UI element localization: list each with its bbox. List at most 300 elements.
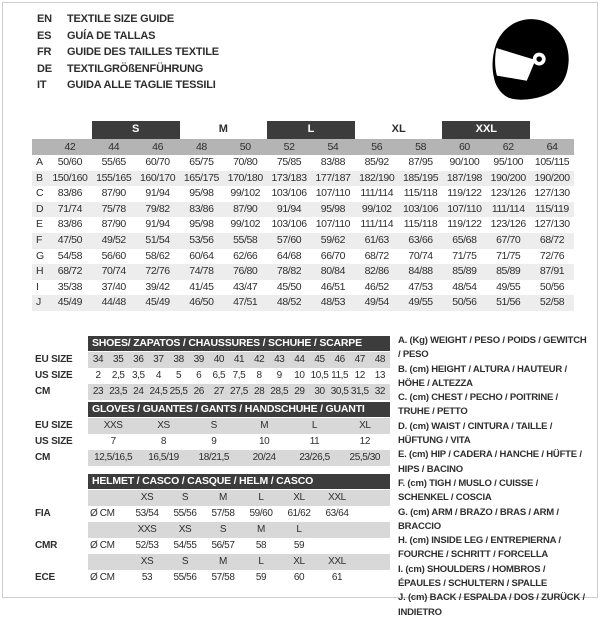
row-label: US SIZE xyxy=(35,436,73,447)
measure-value: 57/60 xyxy=(276,233,302,246)
size-group-row xyxy=(32,121,574,139)
measure-value: 44/48 xyxy=(101,296,126,309)
measure-value: 47/50 xyxy=(57,233,83,246)
measure-value: 111/114 xyxy=(360,218,394,231)
measure-row-label: A xyxy=(36,156,43,168)
row-label: US SIZE xyxy=(35,370,73,381)
helmet-size-table xyxy=(35,474,390,586)
measure-value: 49/55 xyxy=(496,280,521,293)
cell-value: 34 xyxy=(92,354,104,365)
size-number: 46 xyxy=(152,141,164,153)
helmet-value-row-cmr xyxy=(35,538,390,554)
filler xyxy=(356,570,390,586)
language-row xyxy=(37,11,219,28)
measure-value: 49/54 xyxy=(364,296,389,309)
filler xyxy=(356,522,390,538)
language-code: FR xyxy=(37,46,52,58)
measure-value: 70/74 xyxy=(101,265,126,278)
cell-value: 9 xyxy=(211,436,217,447)
measure-value: 45/49 xyxy=(145,296,170,309)
measure-value: 177/187 xyxy=(315,171,351,184)
measure-value: 60/64 xyxy=(189,249,214,262)
cell-value: M xyxy=(260,420,269,431)
measure-value: 83/86 xyxy=(57,218,83,231)
measure-value: 55/58 xyxy=(233,233,258,246)
gloves-table-title: GLOVES / GUANTES / GANTS / HANDSCHUHE / GUANTI xyxy=(88,402,390,417)
measure-value: 103/106 xyxy=(271,218,307,231)
language-code: DE xyxy=(37,62,52,75)
helmet-size-cells xyxy=(88,490,390,506)
measure-value: 78/82 xyxy=(276,265,302,278)
cell-value: 10 xyxy=(258,436,270,447)
helmet-value: 57/58 xyxy=(211,508,235,519)
cell-value: 48 xyxy=(374,354,386,365)
measure-value: 111/114 xyxy=(360,187,394,200)
measure-value: 99/102 xyxy=(361,202,392,215)
cell-value: 23 xyxy=(92,386,104,397)
helmet-size: S xyxy=(219,524,227,535)
measure-value: 51/56 xyxy=(496,296,521,309)
measure-value: 185/195 xyxy=(402,171,439,184)
cell-value: 10,5 xyxy=(310,370,329,381)
filler xyxy=(356,490,390,506)
shoes-size-table xyxy=(35,336,390,400)
measure-value: 65/68 xyxy=(452,233,477,246)
measure-value: 155/165 xyxy=(96,171,132,184)
helmet-value: 52/53 xyxy=(135,540,159,551)
row-label-spacer xyxy=(35,522,88,538)
row-cells xyxy=(88,384,390,400)
standard-label: ECE xyxy=(35,572,55,583)
size-number: 50 xyxy=(239,141,251,153)
measure-row-b xyxy=(32,171,574,187)
measure-value: 71/74 xyxy=(57,202,83,215)
helmet-value xyxy=(318,538,356,554)
size-number: 42 xyxy=(64,141,76,153)
cell-value: 38 xyxy=(173,354,184,365)
measure-value: 45/49 xyxy=(57,296,83,309)
measure-value: 53/56 xyxy=(189,233,214,246)
measure-value: 107/110 xyxy=(315,187,351,200)
helmet-size-row xyxy=(35,554,390,570)
measure-value: 35/38 xyxy=(57,280,83,293)
measure-row-d xyxy=(32,202,574,218)
cell-value: 24,5 xyxy=(149,386,168,397)
measure-row-label: D xyxy=(36,202,44,215)
measure-value: 55/65 xyxy=(101,156,126,168)
shoes-table-row xyxy=(35,384,390,400)
helmet-size: XL xyxy=(293,492,305,503)
cell-value: S xyxy=(210,420,217,431)
unit-spacer xyxy=(88,522,128,538)
helmet-value-cells xyxy=(88,506,390,522)
helmet-value-row-fia xyxy=(35,506,390,522)
gloves-table-row xyxy=(35,418,390,434)
language-text: TEXTILGRÖßENFÜHRUNG xyxy=(67,62,204,75)
measure-value: 103/106 xyxy=(402,202,439,215)
measure-row-label: I xyxy=(36,280,39,293)
measure-row-g xyxy=(32,249,574,265)
measure-value: 41/45 xyxy=(189,280,214,293)
cell-value: 30,5 xyxy=(330,386,349,397)
row-cells xyxy=(88,434,390,450)
cell-value: 32 xyxy=(374,386,386,397)
helmet-value-row-ece xyxy=(35,570,390,586)
size-number: 58 xyxy=(415,141,427,153)
legend-item: B. (cm) HEIGHT / ALTURA / HAUTEUR / HÖHE / ALTEZZA xyxy=(398,363,567,389)
helmet-value-cells xyxy=(88,538,390,554)
measure-value: 48/52 xyxy=(276,296,302,309)
measure-row-a xyxy=(32,155,574,171)
measure-value: 107/110 xyxy=(315,218,351,231)
measure-value: 82/86 xyxy=(364,265,389,278)
helmet-size-cells xyxy=(88,522,390,538)
legend-item: A. (Kg) WEIGHT / PESO / POIDS / GEWITCH / PESO xyxy=(398,335,587,361)
size-group-m: M xyxy=(218,123,228,135)
measure-value: 127/130 xyxy=(534,187,570,200)
measure-value: 54/58 xyxy=(57,249,83,262)
helmet-value: 59 xyxy=(293,540,305,551)
measure-value: 127/130 xyxy=(534,218,570,231)
measure-value: 37/40 xyxy=(101,280,126,293)
measure-value: 91/94 xyxy=(276,202,302,215)
measure-value: 50/56 xyxy=(452,296,477,309)
shoes-table-title: SHOES/ ZAPATOS / CHAUSSURES / SCHUHE / SCARPE xyxy=(88,336,390,351)
measure-value: 182/190 xyxy=(359,171,395,184)
language-text: GUÍA DE TALLAS xyxy=(67,29,156,42)
table-title-row xyxy=(35,336,390,352)
size-number: 54 xyxy=(327,141,339,153)
language-text: GUIDE DES TAILLES TEXTILE xyxy=(67,46,219,58)
measure-value: 91/94 xyxy=(145,187,170,200)
measure-value: 87/90 xyxy=(233,202,258,215)
measure-value: 173/183 xyxy=(271,171,307,184)
cell-value: 20/24 xyxy=(252,452,276,463)
language-text: TEXTILE SIZE GUIDE xyxy=(67,13,175,25)
measure-value: 170/180 xyxy=(227,171,263,184)
cell-value: XL xyxy=(359,420,371,431)
language-code: EN xyxy=(37,13,52,25)
helmet-size: M xyxy=(257,524,265,535)
measurement-legend xyxy=(398,334,588,620)
row-label: EU SIZE xyxy=(35,420,73,431)
measure-row-label: E xyxy=(36,218,43,231)
measure-value: 80/84 xyxy=(320,265,346,278)
language-code: ES xyxy=(37,29,52,42)
measure-value: 99/102 xyxy=(230,218,261,231)
size-number: 44 xyxy=(108,141,120,153)
measure-value: 123/126 xyxy=(490,218,526,231)
measure-value: 67/70 xyxy=(496,233,521,246)
cell-value: 5 xyxy=(176,370,182,381)
measure-value: 50/56 xyxy=(539,280,565,293)
measure-value: 83/88 xyxy=(320,156,346,168)
measure-value: 43/47 xyxy=(233,280,258,293)
row-label: EU SIZE xyxy=(35,354,73,365)
measure-value: 85/89 xyxy=(496,265,521,278)
cell-value: 11 xyxy=(309,436,320,447)
measure-value: 71/75 xyxy=(496,249,521,262)
language-code: IT xyxy=(37,79,47,91)
helmet-value: 54/55 xyxy=(173,540,197,551)
legend-item: H. (cm) INSIDE LEG / ENTREPIERNA / FOURCHE / SCHRITT / FORCELLA xyxy=(398,535,561,561)
helmet-size: XXL xyxy=(328,556,346,567)
shoes-rows xyxy=(35,352,390,400)
measure-row-label: G xyxy=(36,249,44,262)
measure-value: 160/170 xyxy=(139,171,176,184)
measure-row-f xyxy=(32,233,574,249)
measure-value: 51/54 xyxy=(145,233,170,246)
cell-value: 16,5/19 xyxy=(148,452,179,463)
cell-value: 46 xyxy=(334,354,345,365)
unit-spacer xyxy=(88,490,128,506)
helmet-value: 53/54 xyxy=(135,508,159,519)
cell-value: 30 xyxy=(314,386,325,397)
measure-value: 46/50 xyxy=(189,296,214,309)
helmet-size: S xyxy=(181,492,189,503)
cell-value: 4 xyxy=(155,370,162,381)
cell-value: 47 xyxy=(354,354,365,365)
cell-value: 40 xyxy=(213,354,225,365)
size-group-xl: XL xyxy=(391,123,406,135)
measure-value: 47/53 xyxy=(408,280,433,293)
helmet-value: 56/57 xyxy=(211,540,235,551)
unit-label: Ø CM xyxy=(90,540,115,551)
table-title-row xyxy=(35,474,390,490)
measure-value: 76/80 xyxy=(233,265,258,278)
helmet-size: L xyxy=(258,556,264,567)
legend-item: G. (cm) ARM / BRAZO / BRAS / ARM / BRACCIO xyxy=(398,506,559,532)
legend-item: F. (cm) TIGH / MUSLO / CUISSE / SCHENKEL / COSCIA xyxy=(398,477,539,504)
measure-value: 99/102 xyxy=(230,187,261,200)
measure-value: 58/62 xyxy=(145,249,170,262)
measure-value: 103/106 xyxy=(271,187,307,200)
helmet-value: 63/64 xyxy=(325,508,349,519)
cell-value: 27,5 xyxy=(230,386,248,397)
racing-helmet-icon xyxy=(484,14,576,106)
measure-value: 85/89 xyxy=(452,265,477,278)
measure-value: 64/68 xyxy=(276,249,302,262)
helmet-rows xyxy=(35,490,390,586)
measure-row-e xyxy=(32,217,574,233)
helmet-size: XXL xyxy=(328,492,346,503)
row-cells xyxy=(88,352,390,368)
measure-row-h xyxy=(32,264,574,280)
measure-value: 111/114 xyxy=(491,202,525,215)
measure-value: 72/76 xyxy=(145,265,170,278)
measure-value: 84/88 xyxy=(408,265,433,278)
measure-value: 95/98 xyxy=(320,202,346,215)
title-spacer xyxy=(35,402,88,418)
measure-value: 90/100 xyxy=(449,156,480,168)
size-number: 60 xyxy=(458,141,470,153)
cell-value: 8 xyxy=(256,370,262,381)
measure-value: 47/51 xyxy=(233,296,258,309)
measure-value: 61/63 xyxy=(364,233,389,246)
gloves-table-row xyxy=(35,434,390,450)
helmet-value-cells xyxy=(88,570,390,586)
group-spacer xyxy=(32,121,48,139)
size-group-xxl: XXL xyxy=(442,121,530,139)
helmet-value: 61/62 xyxy=(287,508,311,519)
measure-value: 72/76 xyxy=(539,249,565,262)
language-row xyxy=(37,77,219,94)
size-number: 52 xyxy=(283,141,295,153)
group-spacer xyxy=(48,121,92,139)
measure-value: 46/52 xyxy=(364,280,389,293)
helmet-size-cells xyxy=(88,554,390,570)
size-number-row xyxy=(32,139,574,155)
cell-value: 29 xyxy=(294,386,305,397)
row-label: CM xyxy=(35,452,51,463)
measure-value: 91/94 xyxy=(145,218,170,231)
cell-value: 9 xyxy=(276,370,282,381)
cell-value: 23,5 xyxy=(109,386,128,397)
helmet-value: 55/56 xyxy=(173,572,197,583)
measure-value: 71/75 xyxy=(452,249,477,262)
cell-value: 27 xyxy=(213,386,225,397)
measure-value: 190/200 xyxy=(490,171,526,184)
cell-value: 44 xyxy=(294,354,305,365)
measure-value: 65/75 xyxy=(189,156,214,168)
cell-value: L xyxy=(311,420,318,431)
helmet-size: XS xyxy=(140,556,154,567)
helmet-size-row xyxy=(35,522,390,538)
helmet-value: 53 xyxy=(141,572,153,583)
helmet-size: M xyxy=(219,492,227,503)
cell-value: 6,5 xyxy=(212,370,226,381)
cell-value: 36 xyxy=(133,354,144,365)
cell-value: 8 xyxy=(160,436,167,447)
row-cells xyxy=(88,450,390,466)
legend-item: J. (cm) BACK / ESPALDA / DOS / ZURÜCK / INDIETRO xyxy=(398,592,585,618)
measure-value: 95/98 xyxy=(189,218,214,231)
measure-value: 39/42 xyxy=(145,280,170,293)
measure-value: 70/74 xyxy=(408,249,433,262)
language-header xyxy=(37,11,219,94)
measure-value: 87/90 xyxy=(101,187,126,200)
measure-value: 62/66 xyxy=(233,249,258,262)
helmet-size: L xyxy=(258,492,264,503)
cell-value: 6 xyxy=(196,370,202,381)
measure-value: 115/119 xyxy=(535,202,569,215)
cell-value: 25,5/30 xyxy=(349,452,381,463)
measure-value: 50/60 xyxy=(57,156,83,168)
cell-value: 35 xyxy=(113,354,124,365)
cell-value: XXS xyxy=(103,420,123,431)
size-number: 48 xyxy=(195,141,207,153)
helmet-value: 59/60 xyxy=(249,508,273,519)
measure-row-label: B xyxy=(36,171,43,184)
measure-value: 105/115 xyxy=(534,156,570,168)
cell-value: 18/21,5 xyxy=(198,452,230,463)
measure-value: 87/95 xyxy=(408,156,433,168)
measure-value: 48/54 xyxy=(452,280,477,293)
filler xyxy=(356,554,390,570)
helmet-size: XS xyxy=(178,524,192,535)
measure-value: 68/72 xyxy=(57,265,83,278)
cell-value: 31,5 xyxy=(350,386,369,397)
measure-value: 46/51 xyxy=(320,280,346,293)
legend-item: D. (cm) WAIST / CINTURA / TAILLE / HÜFTUNG / VITA xyxy=(398,420,553,447)
helmet-size: M xyxy=(219,556,227,567)
language-row xyxy=(37,44,219,61)
measure-value: 95/98 xyxy=(189,187,214,200)
textile-size-table xyxy=(32,121,574,311)
helmet-value: 61 xyxy=(331,572,343,583)
cell-value: 43 xyxy=(274,354,285,365)
cell-value: 3,5 xyxy=(131,370,145,381)
cell-value: 7 xyxy=(110,436,116,447)
helmet-value: 58 xyxy=(255,540,267,551)
measure-value: 190/200 xyxy=(534,171,570,184)
helmet-value: 59 xyxy=(255,572,267,583)
cell-value: 23/26,5 xyxy=(299,452,330,463)
helmet-size: XL xyxy=(293,556,305,567)
measure-value: 187/198 xyxy=(446,171,482,184)
size-number: 64 xyxy=(546,141,558,153)
legend-item: E. (cm) HIP / CADERA / HANCHE / HÜFTE / HIPS / BACINO xyxy=(398,449,582,475)
cell-value: 45 xyxy=(314,354,325,365)
filler xyxy=(356,506,390,522)
measure-value: 83/86 xyxy=(189,202,214,215)
size-row-spacer xyxy=(32,139,48,155)
language-row xyxy=(37,61,219,78)
measure-value: 66/70 xyxy=(320,249,346,262)
measure-value: 119/122 xyxy=(447,218,482,231)
measure-row-i xyxy=(32,280,574,296)
title-spacer xyxy=(35,336,88,352)
measure-value: 60/70 xyxy=(145,156,170,168)
legend-item: I. (cm) SHOULDERS / HOMBROS / ÉPAULES / SCHULTERN / SPALLE xyxy=(398,563,548,590)
measure-row-c xyxy=(32,186,574,202)
cell-value: 12 xyxy=(354,370,365,381)
helmet-value: 57/58 xyxy=(211,572,235,583)
measure-value: 87/91 xyxy=(539,265,565,278)
size-group-l: L xyxy=(267,121,355,139)
cell-value: 13 xyxy=(374,370,386,381)
helmet-value: 55/56 xyxy=(173,508,197,519)
row-cells xyxy=(88,418,390,434)
measure-value: 115/118 xyxy=(403,218,438,231)
cell-value: 28,5 xyxy=(270,386,289,397)
measure-value: 83/86 xyxy=(57,187,83,200)
size-group-s: S xyxy=(92,121,180,139)
measure-value: 74/78 xyxy=(189,265,214,278)
cell-value: 24 xyxy=(133,386,144,397)
measure-row-label: F xyxy=(36,233,43,246)
table-title-row xyxy=(35,402,390,418)
measure-value: 95/100 xyxy=(493,156,524,168)
helmet-size: XXS xyxy=(137,524,157,535)
measure-value: 63/66 xyxy=(408,233,433,246)
measure-row-j xyxy=(32,295,574,311)
cell-value: 7,5 xyxy=(232,370,246,381)
measure-row-label: J xyxy=(36,296,41,309)
measure-value: 56/60 xyxy=(101,249,126,262)
measure-value: 107/110 xyxy=(447,202,482,215)
standard-label: FIA xyxy=(35,508,51,519)
shoes-table-row xyxy=(35,368,390,384)
measure-value: 165/175 xyxy=(183,171,219,184)
measure-value: 85/92 xyxy=(364,156,389,168)
cell-value: XS xyxy=(157,420,170,431)
measure-row-label: H xyxy=(36,265,44,278)
helmet-size-row xyxy=(35,490,390,506)
cell-value: 2,5 xyxy=(111,370,125,381)
unit-label: Ø CM xyxy=(90,508,115,519)
measure-value: 75/85 xyxy=(276,156,302,168)
